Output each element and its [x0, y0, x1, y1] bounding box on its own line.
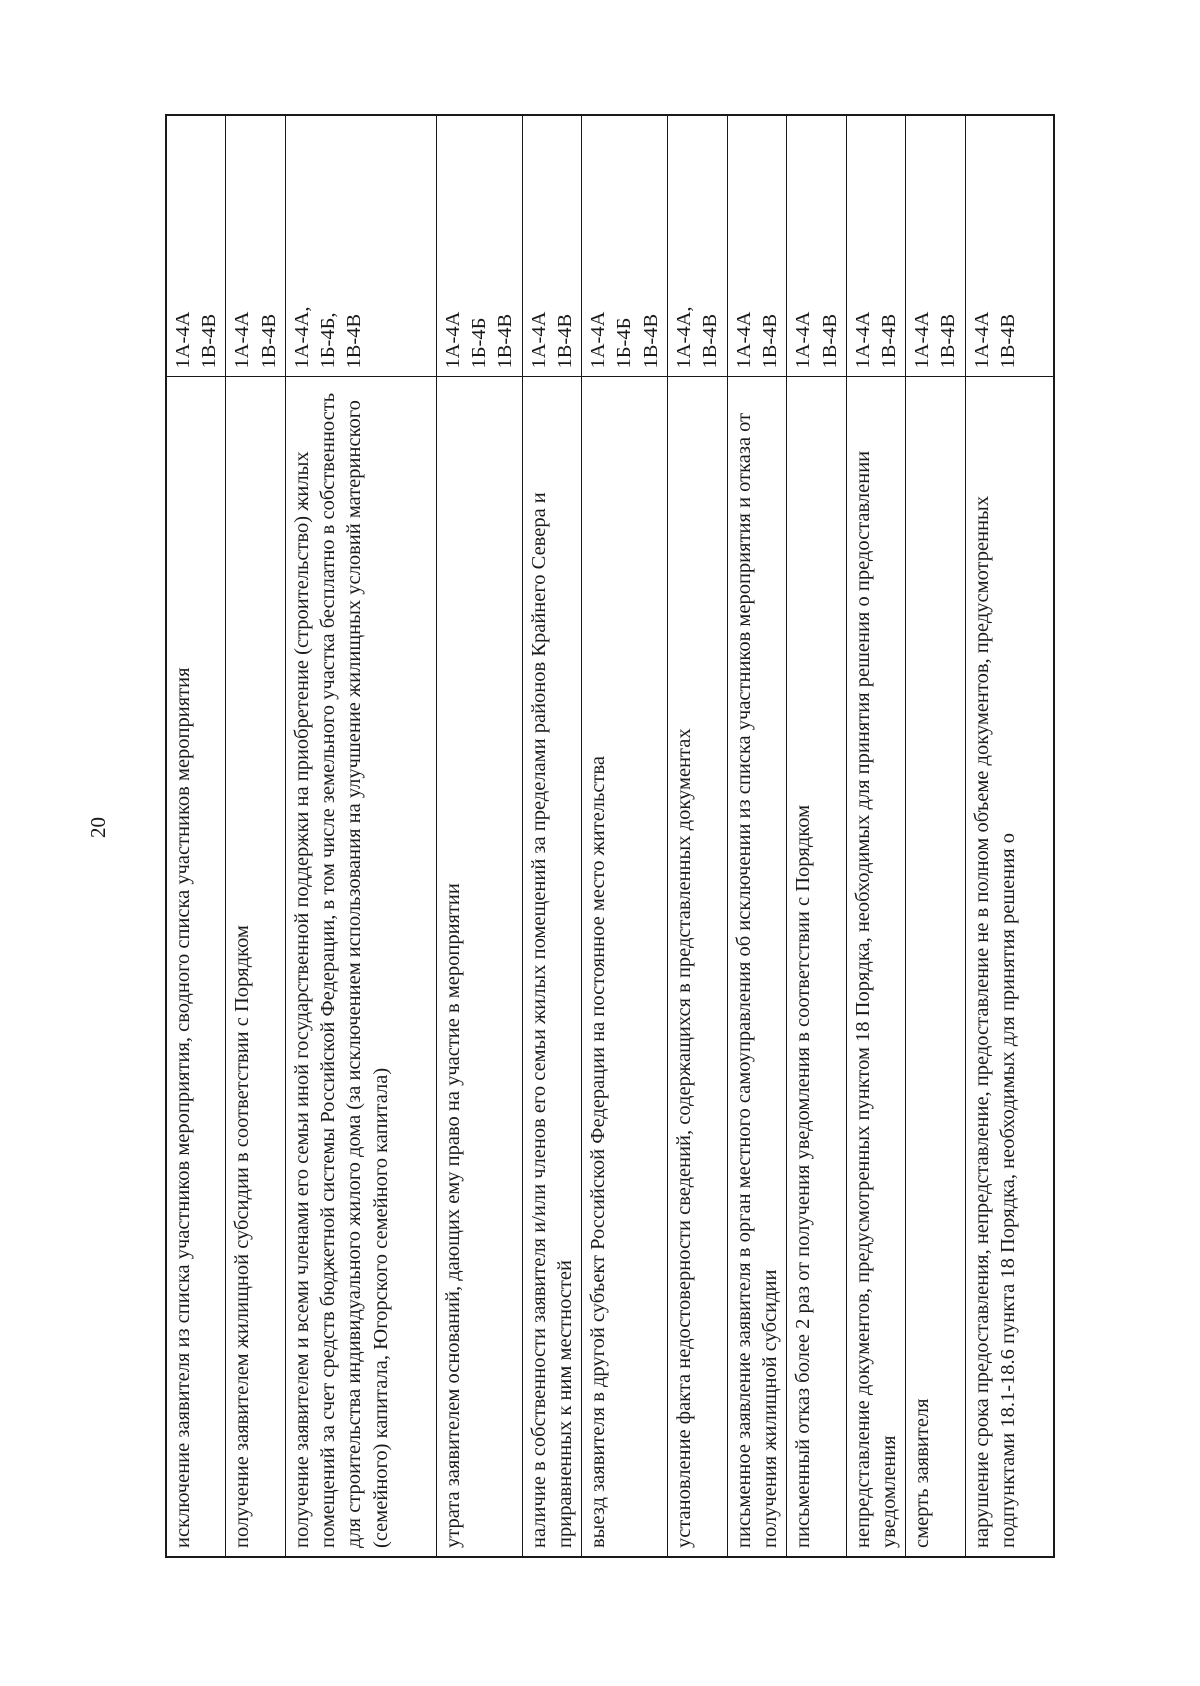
code-value: 1А-4А: [911, 311, 934, 369]
code-value: 1В-4В: [639, 313, 662, 369]
code-value: 1В-4В: [877, 313, 900, 369]
rotated-table-container: [165, 116, 1055, 1558]
code-value: 1В-4В: [553, 313, 576, 369]
code-value: 1А-4А,: [672, 306, 695, 369]
code-cell: [166, 115, 226, 377]
reason-cell: установление факта недостоверности сведений, содержащихся в представленных документах: [667, 377, 727, 1557]
code-cell: [226, 115, 285, 377]
code-value: 1В-4В: [494, 313, 517, 369]
code-value: 1В-4В: [699, 313, 722, 369]
table-row: [966, 115, 1054, 1557]
code-value: 1А-4А: [527, 311, 550, 369]
table-row: [846, 115, 905, 1557]
reason-cell: выезд заявителя в другой субъект Российской Федерации на постоянное место жительства: [582, 377, 668, 1557]
code-value: 1А-4А: [441, 311, 464, 369]
code-value: 1В-4В: [343, 313, 366, 369]
reason-cell: нарушение срока предоставления, непредставление, предоставление не в полном объеме документов, предусмотренных подпунктами 18.1-18.6 пункта 18 Порядка, необходимых для принятия решения о: [966, 377, 1054, 1557]
code-value: 1В-4В: [198, 313, 221, 369]
code-cell: [846, 115, 905, 377]
code-cell: [966, 115, 1054, 377]
code-value: 1В-4В: [759, 313, 782, 369]
reason-cell: утрата заявителем оснований, дающих ему право на участие в мероприятии: [436, 377, 522, 1557]
reason-cell: исключение заявителя из списка участников мероприятия, сводного списка участников мероприятия: [166, 377, 226, 1557]
code-value: 1А-4А: [587, 311, 610, 369]
code-cell: [667, 115, 727, 377]
code-cell: [582, 115, 668, 377]
table-row: [582, 115, 668, 1557]
code-value: 1Б-4Б: [613, 317, 636, 369]
table-row: [436, 115, 522, 1557]
table-row: [166, 115, 226, 1557]
code-value: 1В-4В: [818, 313, 841, 369]
table-row: [906, 115, 966, 1557]
table-row: [667, 115, 727, 1557]
reason-cell: непредставление документов, предусмотренных пунктом 18 Порядка, необходимых для принятия решения о предоставлении уведомления: [846, 377, 905, 1557]
code-cell: [787, 115, 846, 377]
code-value: 1А-4А: [231, 311, 254, 369]
table-row: [787, 115, 846, 1557]
code-cell: [727, 115, 786, 377]
code-value: 1В-4В: [257, 313, 280, 369]
code-value: 1А-4А,: [290, 306, 313, 369]
table-row: [522, 115, 581, 1557]
code-value: 1А-4А: [971, 311, 994, 369]
table-row: [727, 115, 786, 1557]
code-cell: [906, 115, 966, 377]
reason-cell: получение заявителем жилищной субсидии в соответствии с Порядком: [226, 377, 285, 1557]
code-value: 1В-4В: [997, 313, 1020, 369]
code-cell: [285, 115, 436, 377]
code-value: 1А-4А: [172, 311, 194, 369]
reason-cell: смерть заявителя: [906, 377, 966, 1557]
code-value: 1Б-4Б: [468, 317, 491, 369]
code-value: 1А-4А: [732, 311, 755, 369]
page-number: 20: [86, 817, 110, 838]
reason-cell: получение заявителем и всеми членами его семьи иной государственной поддержки на приобретение (строительство) жилых помещений за счет средств бюджетной системы Российской Федерации, в том числе земельного участка бесплатно в собственность для строительства индивидуального жилого дома (за исключением использования на улучшение жилищных условий материнского (семейного) капитала, Югорского семейного капитала): [285, 377, 436, 1557]
exclusion-grounds-table: [165, 114, 1055, 1558]
code-cell: [436, 115, 522, 377]
code-value: 1Б-4Б,: [317, 312, 340, 369]
code-value: 1А-4А: [792, 311, 815, 369]
code-value: 1А-4А: [851, 311, 874, 369]
reason-cell: письменное заявление заявителя в орган местного самоуправления об исключении из списка участников мероприятия и отказа от получения жилищной субсидии: [727, 377, 786, 1557]
code-value: 1В-4В: [937, 313, 960, 369]
reason-cell: письменный отказ более 2 раз от получения уведомления в соответствии с Порядком: [787, 377, 846, 1557]
table-row: [226, 115, 285, 1557]
reason-cell: наличие в собственности заявителя и/или членов его семьи жилых помещений за пределами районов Крайнего Севера и приравненных к ним местностей: [522, 377, 581, 1557]
code-cell: [522, 115, 581, 377]
table-row: [285, 115, 436, 1557]
